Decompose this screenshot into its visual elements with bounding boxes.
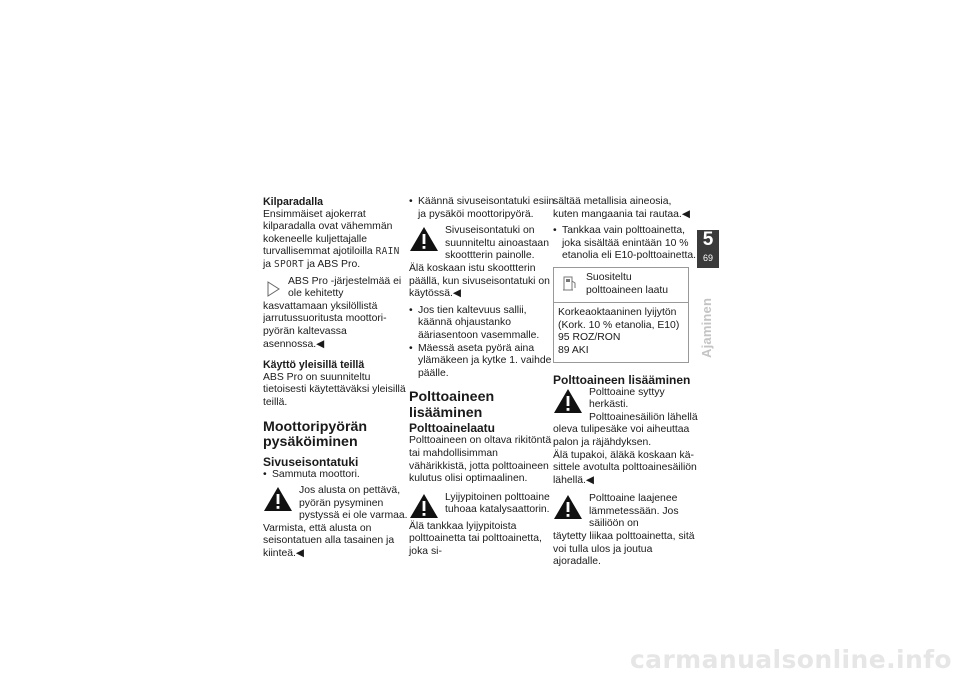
list-item: • Mäessä aseta pyörä aina ylämäkeen ja kytke 1. vaihde päälle.	[409, 343, 555, 381]
fuel-line-3: 95 ROZ/RON	[558, 332, 621, 344]
abs-note-text: ABS Pro -järjestelmää ei ole kehitetty kasvattamaan yksilöllistä jarrutussuoritusta moottoripyörän kaltevassa asennossa.◀	[263, 275, 402, 350]
warning-3-follow: Älä tankkaa lyijypitoista polttoainetta tai polttoainetta, joka si-	[409, 520, 542, 557]
fuel-pump-icon	[562, 273, 578, 293]
warning-1-follow: Varmista, että alusta on seisontatuen alla tasainen ja kiinteä.◀	[263, 522, 395, 560]
warning-triangle-icon	[553, 494, 583, 520]
abs-note	[263, 276, 409, 352]
page-number: 69	[702, 253, 713, 263]
warning-5-text: Polttoaine laajenee lämmetessään. Jos säiliöön on	[589, 493, 679, 530]
play-triangle-icon	[263, 279, 283, 299]
warning-5-follow: täytetty liikaa polttoainetta, sitä voi tulla ulos ja joutua ajoradalle.	[553, 531, 695, 568]
fuel-box-title: Suositeltu polttoaineen laatu	[586, 271, 669, 296]
warning-4-follow: oleva tulipesäke voi aiheuttaa palon ja räjähdyksen.	[553, 424, 690, 448]
warning-triangle-icon	[263, 486, 293, 512]
fuel-box-header	[554, 268, 688, 303]
warning-4-follow2: Älä tupakoi, äläkä koskaan käsittele avotulta polttoainesäiliön lähellä.◀	[553, 449, 697, 486]
fuel-quality-box	[553, 267, 689, 363]
chapter-number: 5	[702, 229, 714, 250]
column-1	[263, 196, 409, 561]
warning-3-text: Lyijypitoinen polttoaine tuhoaa katalysaattorin.	[445, 491, 550, 516]
warning-triangle-icon	[409, 493, 439, 519]
list-item: • Tankkaa vain polttoainetta, joka sisältää enintään 10 % etanolia eli E10-polttoainetta.	[553, 225, 699, 263]
kilparadalla-ja: ja	[263, 258, 274, 270]
warning-triangle-icon	[409, 226, 439, 252]
kilparadalla-heading: Kilparadalla	[263, 196, 324, 208]
sivuseisontatuki-heading: Sivuseisontatuki	[263, 454, 359, 469]
kilparadalla-text-part2: ja ABS Pro.	[304, 258, 361, 270]
warning-4-text: Polttoaine syttyy herkästi. Polttoainesäiliön lähellä	[589, 386, 698, 423]
fuel-line-2: (Kork. 10 % etanolia, E10)	[558, 319, 680, 331]
fuel-box-body	[554, 303, 688, 361]
kilparadalla-text-part1: Ensimmäiset ajokerrat kilparadalla ovat vähemmän kokeneelle kuljettajalle turvallisemmat ajotiloilla	[263, 208, 393, 258]
list-item: • Jos tien kaltevuus sallii, käännä ohjaustanko ääriasentoon vasemmalle.	[409, 305, 555, 343]
warning-5	[553, 493, 699, 531]
warning-1-text: Jos alusta on pettävä, pyörän pysyminen pystyssä ei ole varmaa.	[299, 485, 408, 522]
continue-text: sältää metallisia aineosia, kuten mangaania tai rautaa.◀	[553, 196, 690, 220]
list-item: • Käännä sivuseisontatuki esiin ja pysäköi moottoripyörä.	[409, 196, 555, 221]
kaytto-text: ABS Pro on suunniteltu tietoisesti käytettäväksi yleisillä teillä.	[263, 371, 406, 408]
list-item: • Sammuta moottori.	[263, 469, 409, 482]
chapter-label: Ajaminen	[699, 297, 714, 358]
polttoaineen-lisaaminen-heading: Polttoaineen lisääminen	[409, 389, 495, 421]
bullet-list-1	[263, 469, 409, 482]
column-3	[553, 196, 699, 569]
bullet-list-4	[553, 225, 699, 263]
bullet-list-3	[409, 305, 555, 381]
fuel-line-1: Korkeaoktaaninen lyijytön	[558, 307, 677, 319]
fuel-line-4: 89 AKI	[558, 344, 589, 356]
warning-2-follow: Älä koskaan istu skoottterin päällä, kun sivuseisontatuki on käytössä.◀	[409, 262, 550, 300]
watermark: carmanualsonline.info	[629, 645, 952, 674]
warning-4	[553, 387, 699, 425]
warning-1	[263, 485, 409, 523]
warning-2	[409, 225, 555, 263]
polttoainelaatu-text: Polttoaineen on oltava rikitöntä tai mahdollisimman vähärikkistä, jotta polttoaineen kulutus olisi optimaalinen.	[409, 435, 552, 485]
warning-2-text: Sivuseisontatuki on suunniteltu ainoastaan skoottterin painolle.	[445, 225, 549, 262]
column-2	[409, 196, 555, 558]
warning-3	[409, 492, 555, 521]
polttoainelaatu-heading: Polttoainelaatu	[409, 421, 496, 436]
moottoripyoran-heading: Moottoripyörän pysäköiminen	[263, 418, 368, 450]
warning-triangle-icon	[553, 388, 583, 414]
kilparadalla-text	[263, 209, 409, 272]
mode-rain: RAIN	[375, 246, 400, 258]
kaytto-heading: Käyttö yleisillä teillä	[263, 359, 365, 372]
mode-sport: SPORT	[273, 258, 305, 270]
lisaaminen-heading: Polttoaineen lisääminen	[553, 372, 691, 387]
bullet-list-2	[409, 196, 555, 221]
